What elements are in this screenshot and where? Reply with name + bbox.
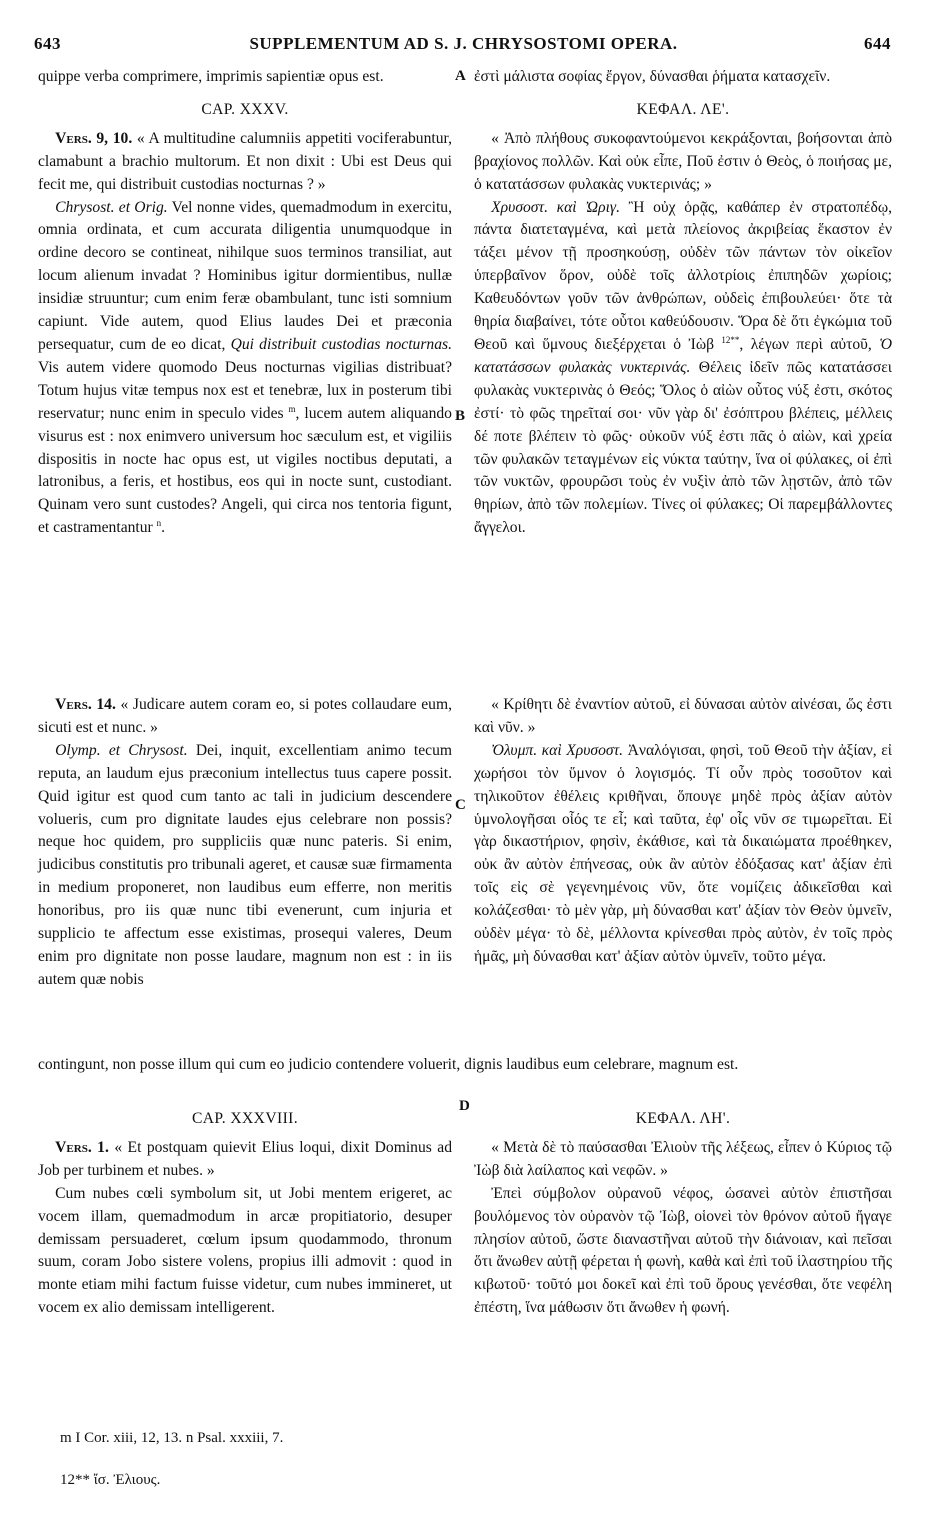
latin-verse-9-text: « A multitudine calumniis appetiti vociferabuntur, clamabunt a brachio multorum. Et non dixit : Ubi est Deus qui fecit me, qui distribuit custodias nocturnas ? » [38,129,452,193]
latin-verse-14-label: Vers. 14. [55,696,116,713]
greek-continuation: ἐστὶ μάλιστα σοφίας ἔργον, δύνασθαι ῥήματα κατασχεῖν. [474,68,831,85]
latin-commentary-2-text: Dei, inquit, excellentiam animo tecum reputa, an laudum ejus præconium intellectus tuus capere possit. Quid igitur est quod cum tanto ac tali in judicium descendere volueris, cum pro dignitate laudes ejus celebrare non possis? neque hoc quidem, pro suppliciis quæ nunc pateris. Si enim, judicibus constitutis pro tribunali ageret, et causæ suæ firmamenta in medium proponeret, non laudibus eum efferre, non meritis honoribus, pro iis quæ nunc tibi evenerunt, cum injuria et supplicio te affectum esse existimas, prosequi valeres, Deum enim pro dignitate non posse laudare, magnum non est : in iis autem quæ nobis [38,741,453,988]
greek-commentary-1-author: Χρυσοστ. καὶ Ὠριγ. [491,198,620,216]
latin-column-lower [38,1108,452,1320]
latin-commentary-1: Chrysost. et Orig. Vel nonne vides, quemadmodum in exercitu, omnia ordinata, et cum accurata diligentia unumquodque in ordine decoro se contineat, nihilque suos terminos transiliat, aut locum alienum invadat ? Hominibus igitur dormientibus, nullæ insidiæ struuntur; cum enim feræ obambulant, tunc isti somnium capiunt. Vide autem, quod Elius laudes Dei et præconia persequatur, cum de eo dicat, Qui distribuit custodias nocturnas. Vis autem videre quomodo Deus nocturnas vigilias distribuat? Totum hujus vitæ tempus nox est et tenebræ, lux in posterum tibi reservatur; nunc enim in speculo vides $^m$, lucem autem aliquando visurus est : nox enimvero universum hoc sæculum est, et vigiliis dispositis in nocte hac opus est, ut vigiles noctibus deputati, a latronibus, a feris, et hostibus, eos qui in nocte sunt, custodiant. Quinam vero sunt custodes? Angeli, qui circa nos tentoria figunt, et castramentantur $^n$. [38,198,452,537]
footnote-line-2: 12** ἴσ. Ἐλιους. [60,1472,161,1488]
greek-column-lower [474,1108,892,1320]
margin-marker-c: C [455,797,466,813]
greek-commentary-2-author: Ὀλυμπ. καὶ Χρυσοστ. [491,741,624,759]
latin-verse-1 [38,1137,452,1183]
greek-commentary-3: Ἐπεὶ σύμβολον οὐρανοῦ νέφος, ὡσανεὶ αὐτὸν ἐπιστῆσαι βουλόμενος τὸν οὐρανὸν τῷ Ἰὼβ, οἱονεὶ τὸν θρόνον αὐτοῦ ἤγαγε πλησίον αὐτοῦ, ὥστε διαναστῆναι αὐτοῦ τὴν διάνοιαν, καὶ πεῖσαι ὅτι ἄνωθεν αὐτῇ φέρεται ἡ φωνὴ, καθὰ καὶ ἐπὶ τοῦ ἱλαστηρίου τῆς κιβωτοῦ· τοῦτό μοι δοκεῖ καὶ ἐπὶ τοῦ ὄρους γενέσθαι, ὅτε νεφέλη ἐπέστη, ἵνα μάθωσιν ὅτι ἄνωθεν ἡ φωνή. [474,1184,892,1317]
latin-commentary-1-text3: , lucem autem aliquando visurus est : nox enimvero universum hoc sæculum est, et vigiliis dispositis in nocte hac opus est, ut vigiles noctibus deputati, a latronibus, a feris, et hostibus, eos qui in nocte sunt, custodiant. Quinam vero sunt custodes? Angeli, qui circa nos tentoria figunt, et castramentantur [38,404,452,537]
latin-verse-1-label: Vers. 1. [55,1138,109,1156]
latin-commentary-1-text2: Vis autem videre quomodo Deus nocturnas vigilias distribuat? Totum hujus vitæ tempus nox est et tenebræ, lux in posterum tibi reservatur; nunc enim in speculo vides [38,358,452,422]
latin-commentary-2-author: Olymp. et Chrysost. [55,741,188,759]
latin-commentary-1-author: Chrysost. et Orig. [55,198,168,216]
greek-commentary-2 [474,740,892,969]
margin-marker-b: B [455,408,466,424]
margin-marker-d: D [459,1098,470,1114]
latin-column-middle [38,694,452,992]
latin-footnote-ref-n: n [156,518,162,529]
greek-commentary-2-text: Ἀναλόγισαι, φησὶ, τοῦ Θεοῦ τὴν ἀξίαν, εἰ χωρήσοι τὸν ὕμνον ὁ λογισμός. Τί οὖν πρὸς τοσοῦτον καὶ τηλικοῦτον ἐθέλεις κριθῆναι, ὅπουγε μηδὲ πρὸς ἀξίαν αὐτὸν ὑμνολογῆσαι οἷός τε εἶ; καὶ ταῦτα, ἐφ' οἷς νῦν σε τιμωρεῖται. Εἰ γὰρ δικαστήριον, φησὶν, ἐκάθισε, καὶ τὰ δικαιώματα προέθηκεν, οὐκ ἂν αὐτὸν ἐπήνεσας, οὐκ ἂν αὐτὸν ἐδόξασας κατ' ἀξίαν ἐπὶ τοῖς εἰς σὲ γεγενημένοις νῦν, ὅτε νομίζεις ἀδικεῖσθαι καὶ κολάζεσθαι· τὸ μὲν γὰρ, μὴ δύνασθαι κατ' ἀξίαν τὸν Θεὸν ὑμνεῖν, οὐδὲν μέγα· τὸ δὲ, μέλλοντα κρίνεσθαι πρὸς αὐτὸν, ἐν τοῖς πρὸς ἡμᾶς, μὴ δύνασθαι κατ' ἀξίαν αὐτὸν ὑμνεῖν, τοῦτο μέγα. [474,741,893,965]
greek-chapter-heading-38: ΚΕΦΑΛ. ΛΗ'. [635,1110,731,1127]
latin-verse-14 [38,694,452,740]
latin-verse-1-text: « Et postquam quievit Elius loqui, dixit Dominus ad Job per turbinem et nubes. » [38,1138,452,1179]
page-number-right: 644 [864,34,891,53]
greek-footnote-ref-12: 12** [721,334,740,345]
greek-commentary-1-quote: Ὁ κατατάσσων φυλακὰς νυκτερινάς. [474,335,892,376]
page-number-left: 643 [34,34,61,53]
latin-commentary-1-text: Vel nonne vides, quemadmodum in exercitu, omnia ordinata, et cum accurata diligentia unumquodque in ordine decoro se contineat, nihilque suos terminos transiliat, aut locum alienum invadat ? Hominibus igitur dormientibus, nullæ insidiæ struuntur; cum enim feræ obambulant, tunc isti somnium capiunt. Vide autem, quod Elius laudes Dei et præconia persequatur, cum de eo dicat, [38,198,452,353]
margin-marker-a: A [455,68,466,84]
greek-commentary-1-text: Ἢ οὐχ ὁρᾷς, καθάπερ ἐν στρατοπέδῳ, πάντα διατεταγμένα, καὶ μετὰ πλείονος ἀκριβείας ἕκαστον ἐν τάξει μένον τῇ προσηκούσῃ, οὐδὲν τῶν πάντων τὸν οἰκεῖον ὑπερβαῖνον ὅρον, οὐδὲ τοῖς ἀλλοτρίοις ἐπιπηδῶν χωρίοις; Καθευδόντων γοῦν τῶν ἀνθρώπων, οὐδεὶς ἐπιβουλεύει· ὅτε τὰ θηρία διαβαίνει, τότε οὗτοι καθεύδουσιν. Ὅρα δὲ ὅτι ἐγκώμια τοῦ Θεοῦ καὶ ὕμνους διεξέρχεται ὁ Ἰὼβ [474,198,892,353]
greek-column-middle [474,694,892,969]
greek-verse-9: « Ἀπὸ πλήθους συκοφαντούμενοι κεκράξονται, βοήσονται ἀπὸ βραχίονος πολλῶν. Καὶ οὐκ εἶπε, Ποῦ ἐστιν ὁ Θεὸς, ὁ ποιήσας με, ὁ κατατάσσων φυλακὰς νυκτερινάς; » [474,129,892,193]
latin-commentary-3: Cum nubes cœli symbolum sit, ut Jobi mentem erigeret, ac vocem illam, quemadmodum in arcæ propitiatorio, desuper demissam persuaderet, cœlum ipsum quodammodo, thronum suum, coram Jobo sistere volens, propius illi admovit : quod in monte etiam mihi factum fuisse videtur, cum nubes immineret, ut vocem ex alio demissam intelligerent. [38,1184,452,1317]
full-width-latin-line: contingunt, non posse illum qui cum eo judicio contendere voluerit, dignis laudibus eum celebrare, magnum est. [38,1056,739,1073]
greek-verse-1: « Μετὰ δὲ τὸ παύσασθαι Ἐλιοὺν τῆς λέξεως, εἶπεν ὁ Κύριος τῷ Ἰὼβ διὰ λαίλαπος καὶ νεφῶν. » [474,1138,892,1179]
greek-column-upper [474,66,892,540]
greek-verse-14: « Κρίθητι δὲ ἐναντίον αὐτοῦ, εἰ δύνασαι αὐτὸν αἰνέσαι, ὥς ἐστι καὶ νῦν. » [474,696,892,736]
greek-commentary-1 [474,197,892,541]
latin-verse-14-text: « Judicare autem coram eo, si potes collaudare eum, sicuti est et nunc. » [38,696,452,736]
running-title: SUPPLEMENTUM AD S. J. CHRYSOSTOMI OPERA. [249,34,678,53]
latin-verse-9-label: Vers. 9, 10. [55,129,133,147]
latin-footnote-ref-m: m [288,403,296,414]
latin-commentary-1-quote: Qui distribuit custodias nocturnas. [230,335,452,353]
greek-chapter-heading-35: ΚΕΦΑΛ. ΛΕ'. [636,100,730,118]
greek-commentary-1-text3: Θέλεις ἰδεῖν πῶς κατατάσσει φυλακὰς νυκτερινὰς ὁ Θεός; Ὅλος ὁ αἰὼν οὗτος νύξ ἐστι, σκότος ἐστί· τὸ φῶς τηρεῖταί σοι· νῦν γὰρ δι' ἐσόπτρου βλέπεις, μέλλεις δέ ποτε βλέπειν τὸ φῶς· οὐκοῦν νύξ ἐστι πᾶς ὁ αἰὼν, καὶ χρεία τῶν φυλακῶν τεταγμένων εἰς νύκτα ταύτην, ἵνα οἱ φύλακες, οἱ ἐπὶ τῶν νυκτῶν, φρουρῶσι τοὺς ἐν νυξὶν ἀπὸ τῶν λῃστῶν, ἀπὸ τῶν θηρίων, ἀπὸ τῶν πολεμίων. Τίνες οἱ φύλακες; Οἱ παρεμβάλλοντες ἄγγελοι. [474,358,892,537]
latin-chapter-heading-35: CAP. XXXV. [201,100,289,118]
latin-column-upper [38,66,452,540]
greek-commentary-1-text2: , λέγων περὶ αὐτοῦ, [739,335,872,353]
latin-commentary-2 [38,740,452,992]
latin-chapter-heading-38: CAP. XXXVIII. [191,1110,299,1127]
footnote-line-1: m I Cor. xiii, 12, 13. n Psal. xxxiii, 7. [60,1430,284,1446]
latin-continuation: quippe verba comprimere, imprimis sapientiæ opus est. [38,68,384,85]
latin-verse-9 [38,128,452,197]
